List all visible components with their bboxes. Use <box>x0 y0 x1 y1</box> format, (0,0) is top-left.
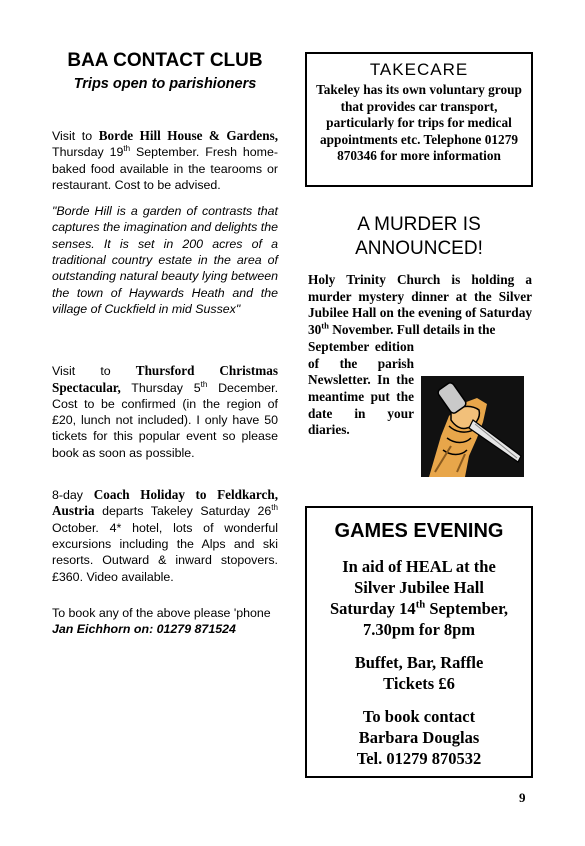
trip2-date: Thursday 5 <box>120 380 201 395</box>
games-line-venue: Silver Jubilee Hall <box>354 578 484 597</box>
trip3-intro: 8-day <box>52 488 94 503</box>
hand-holding-knife-icon <box>421 376 524 477</box>
murder-date-suffix: th <box>321 320 329 331</box>
games-date-month: September, <box>425 599 509 618</box>
club-title: BAA CONTACT CLUB <box>67 50 263 71</box>
murder-body-top <box>308 272 532 339</box>
murder-body-top-end: November. Full details in the <box>328 322 496 338</box>
games-line-tickets: Tickets £6 <box>383 674 455 693</box>
trip3-name: Coach Holiday to Feldkarch, Austria <box>52 487 278 519</box>
murder-title-line1: A MURDER IS <box>357 214 481 235</box>
takecare-title: TAKECARE <box>369 60 469 79</box>
murder-title <box>305 213 533 261</box>
trip-thursford <box>52 363 278 461</box>
club-subtitle: Trips open to parishioners <box>73 76 257 92</box>
booking-info <box>52 605 278 638</box>
murder-body-narrow: September edition of the parish Newsletter. In the meantime put the date in your diaries. <box>308 338 414 438</box>
games-evening-box <box>305 506 533 778</box>
games-line-phone: Tel. 01279 870532 <box>356 749 482 768</box>
games-line-aid: In aid of HEAL at the <box>342 557 496 576</box>
games-date-text: Saturday 14 <box>329 599 416 618</box>
trip1-date: Thursday 19 <box>52 145 124 160</box>
page-number: 9 <box>519 790 526 805</box>
trip-borde-hill <box>52 128 278 193</box>
trip1-intro: Visit to <box>52 129 99 143</box>
games-line-contact: Barbara Douglas <box>358 728 480 747</box>
trip2-date-suffix: th <box>200 379 208 389</box>
booking-text: To book any of the above please 'phone <box>52 605 271 620</box>
booking-contact: Jan Eichhorn on: 01279 871524 <box>52 622 236 637</box>
takecare-body: Takeley has its own voluntary group that provides car transport, particularly for trips for medical appointments etc. Telephone 01279 870346 for more information <box>316 82 522 163</box>
trip3-details: October. 4* hotel, lots of wonderful excursions including the Alps and ski resorts. Outward & inward stopovers. £360. Video available. <box>52 520 278 584</box>
trip3-date-suffix: th <box>271 503 278 513</box>
trip2-name: Thursford Christmas Spectacular, <box>52 363 278 395</box>
trip3-date: departs Takeley Saturday 26 <box>94 504 272 519</box>
borde-hill-quote: "Borde Hill is a garden of contrasts that captures the imagination and delights the senses. It is set in 200 acres of a traditional country estate in the area of outstanding natural beauty lying between the town of Haywards Heath and the village of Cuckfield in mid Sussex" <box>52 204 278 316</box>
murder-title-line2: ANNOUNCED! <box>355 238 483 259</box>
takecare-box <box>305 52 533 187</box>
trip-coach-holiday <box>52 487 278 585</box>
games-line-date <box>307 598 531 619</box>
games-line-time: 7.30pm for 8pm <box>363 620 475 639</box>
trip1-name: Borde Hill House & Gardens, <box>98 128 279 143</box>
murder-body-top-text: Holy Trinity Church is holding a murder mystery dinner at the Silver Jubilee Hall on the evening of Saturday 30 <box>308 272 532 338</box>
games-line-book: To book contact <box>362 707 476 726</box>
left-column <box>52 50 278 637</box>
games-title: GAMES EVENING <box>334 520 504 542</box>
trip2-details: December. Cost to be confirmed (in the region of £20, lunch not included). I only have 50 tickets for this popular event so please book as soon as possible. <box>52 380 279 460</box>
games-line-buffet: Buffet, Bar, Raffle <box>354 653 484 672</box>
games-date-suffix: th <box>415 598 426 611</box>
trip1-details: September. Fresh home-baked food available in the tearooms or restaurant. Cost to be advised. <box>52 145 278 192</box>
trip1-date-suffix: th <box>123 144 131 154</box>
trip2-intro: Visit to <box>52 364 136 379</box>
